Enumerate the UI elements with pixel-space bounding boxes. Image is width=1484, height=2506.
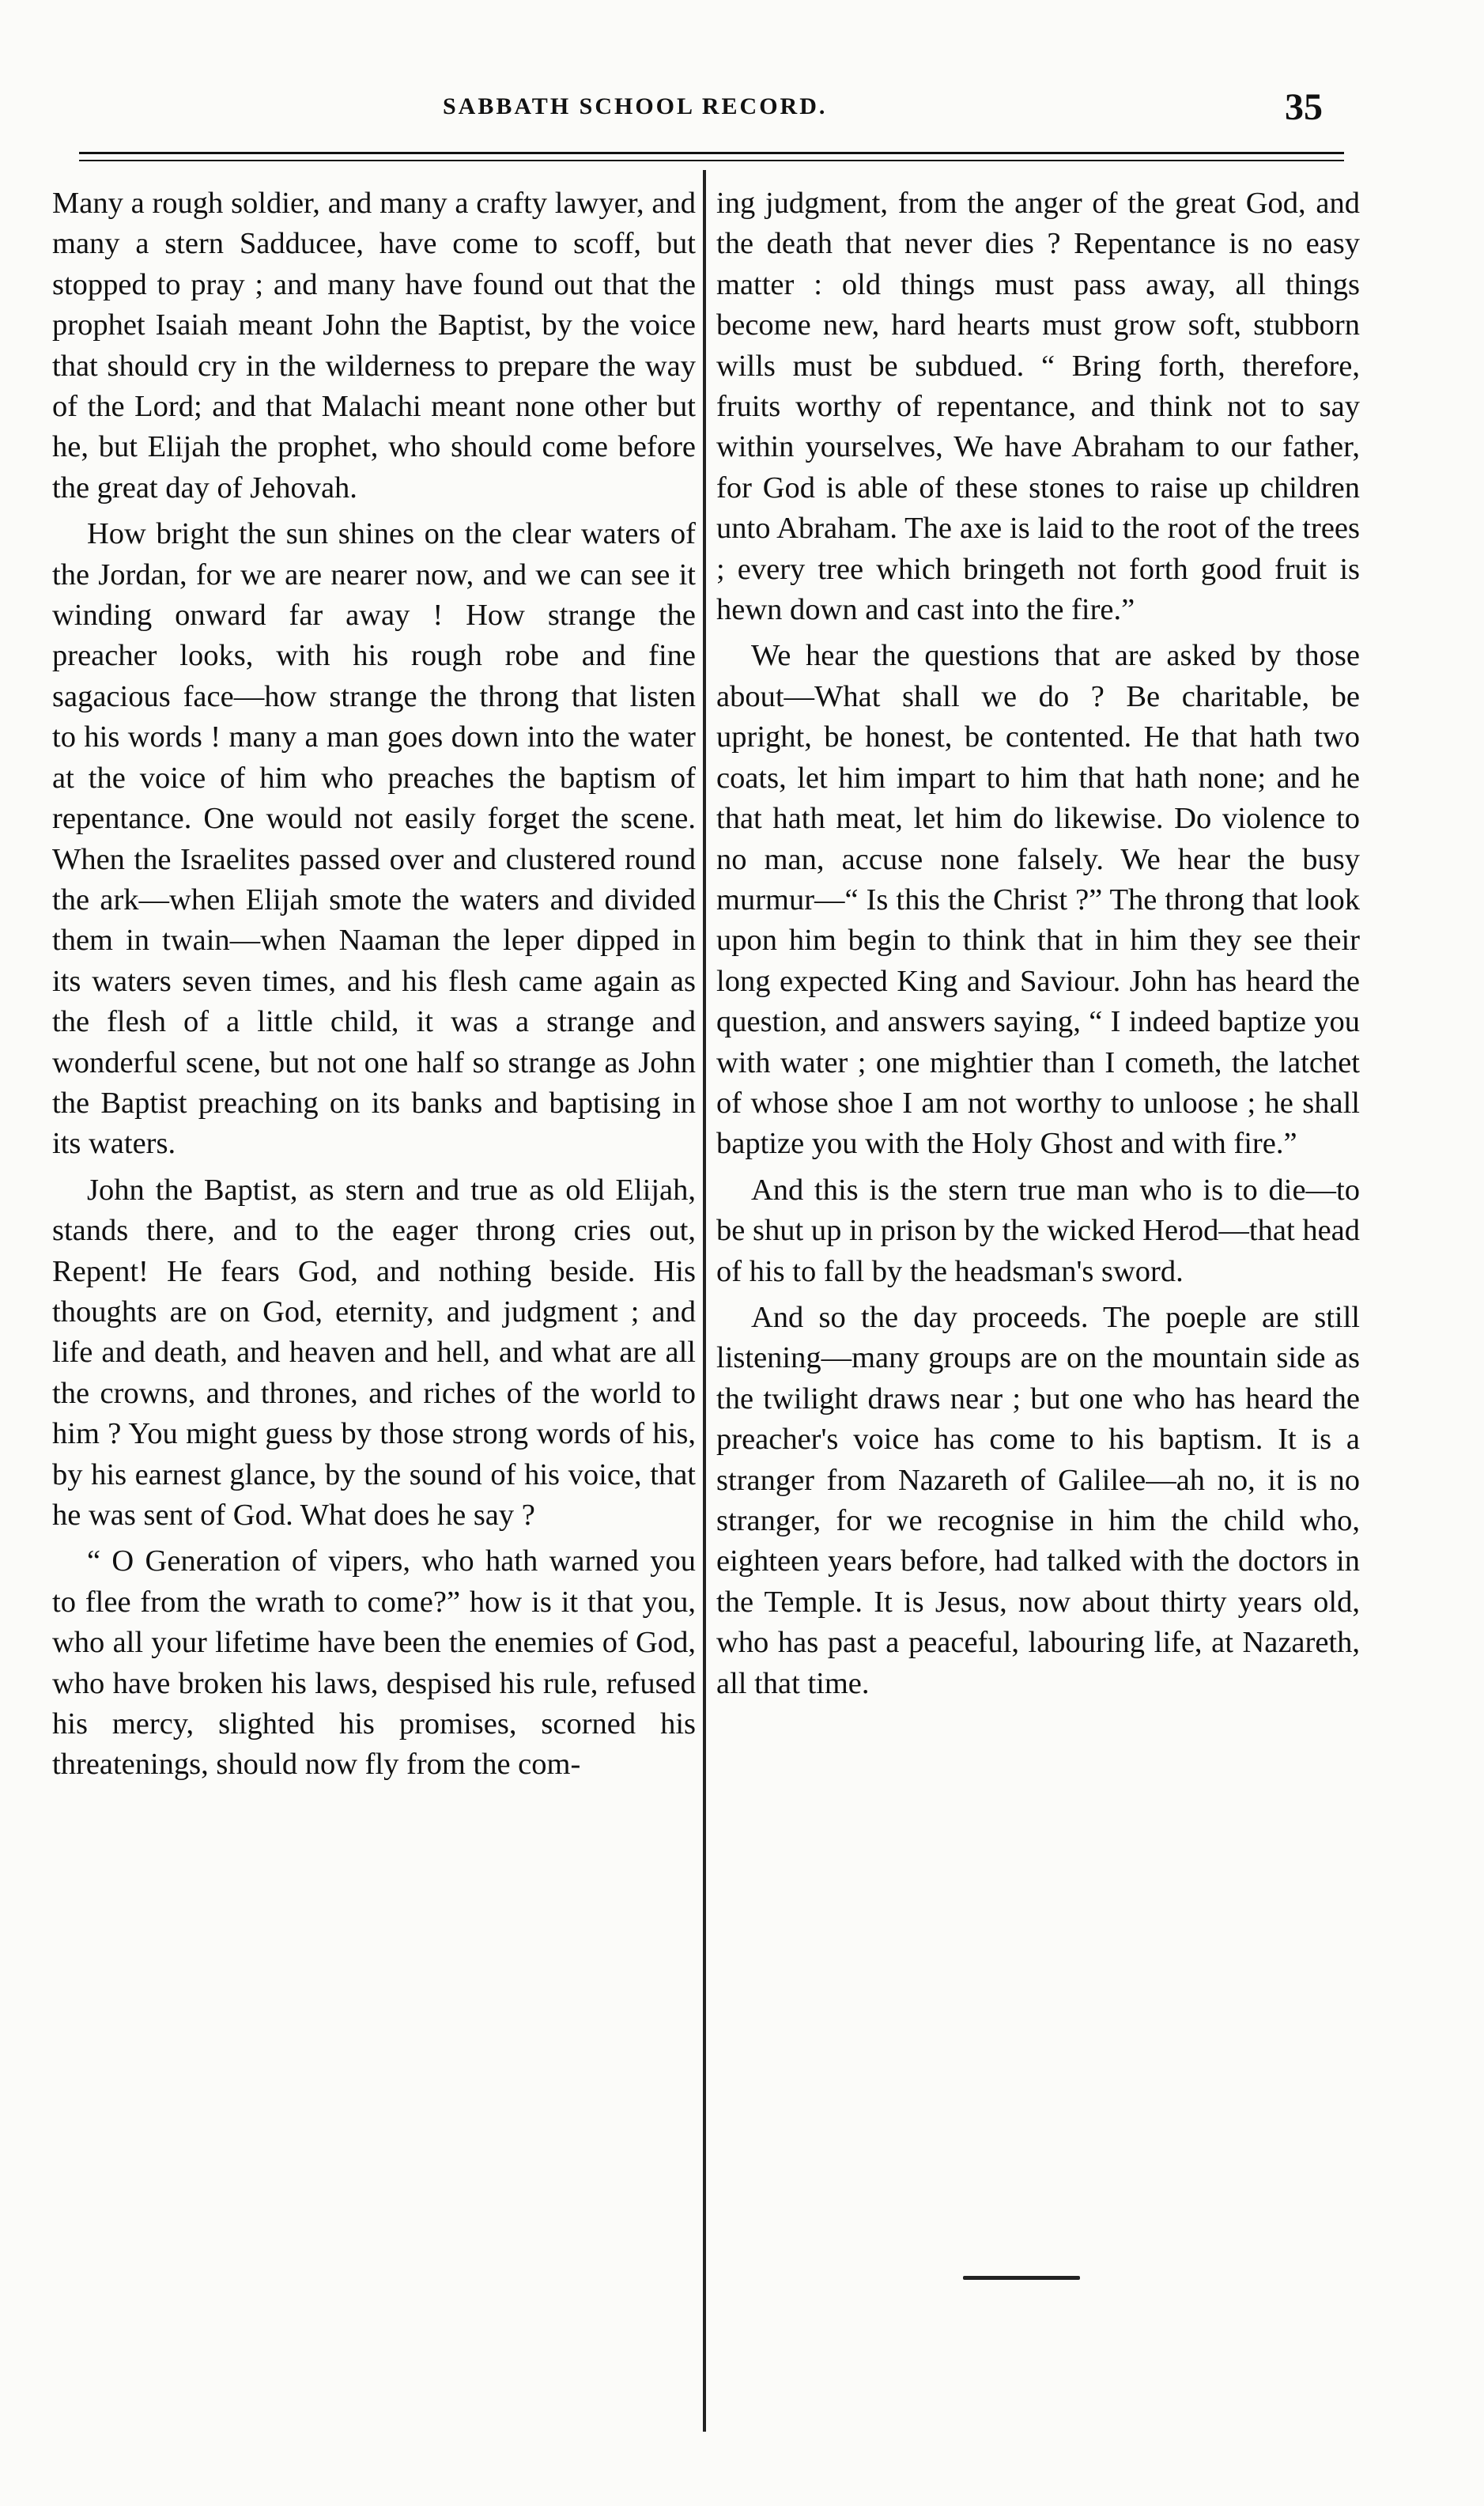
paragraph: How bright the sun shines on the clear waters of the Jordan, for we are nearer now, and we can see it winding onward far away ! How strange the preacher looks, with his rough robe and fine sagacious face—how strange the throng that listen to his words ! many a man goes down into the water at the voice of him who preaches the baptism of repentance. One would not easily forget the scene. When the Israelites passed over and clustered round the ark—when Elijah smote the waters and divided them in twain—when Naaman the leper dipped in its waters seven times, and his flesh came again as the flesh of a little child, it was a strange and wonderful scene, but not one half so strange as John the Baptist preaching on its banks and baptising in its waters.: [52, 517, 696, 1161]
paragraph: ing judgment, from the anger of the great God, and the death that never dies ? Repentance is no easy matter : old things must pass away, all things become new, hard hearts must grow soft, stubborn wills must be subdued. “ Bring forth, therefore, fruits worthy of repentance, and think not to say within yourselves, We have Abraham to our father, for God is able of these stones to raise up children unto Abraham. The axe is laid to the root of the trees ; every tree which bringeth not forth good fruit is hewn down and cast into the fire.”: [716, 187, 1360, 627]
paragraph: Many a rough soldier, and many a crafty lawyer, and many a stern Sadducee, have come to scoff, but stopped to pray ; and many have found out that the prophet Isaiah meant John the Baptist, by the voice that should cry in the wilderness to prepare the way of the Lord; and that Malachi meant none other but he, but Elijah the prophet, who should come before the great day of Jehovah.: [52, 187, 696, 505]
page-number: 35: [1285, 86, 1323, 128]
paragraph: John the Baptist, as stern and true as old Elijah, stands there, and to the eager throng cries out, Repent! He fears God, and nothing beside. His thoughts are on God, eternity, and judgment ; and life and death, and heaven and hell, and what are all the crowns, and thrones, and riches of the world to him ? You might guess by those strong words of his, by his earnest glance, by the sound of his voice, that he was sent of God. What does he say ?: [52, 1173, 696, 1532]
paragraph: And so the day proceeds. The poeple are still listening—many groups are on the mountain side as the twilight draws near ; but one who has heard the preacher's voice has come to his baptism. It is a stranger from Nazareth of Galilee—ah no, it is no stranger, for we recognise in him the child who, eighteen years before, had talked with the doctors in the Temple. It is Jesus, now about thirty years old, who has past a peaceful, labouring life, at Nazareth, all that time.: [716, 1300, 1360, 1700]
right-column: [716, 183, 1360, 1710]
running-title: SABBATH SCHOOL RECORD.: [443, 93, 828, 119]
paragraph: “ O Generation of vipers, who hath warned you to flee from the wrath to come?” how is it that you, who all your lifetime have been the enemies of God, who have broken his laws, despised his rule, refused his mercy, slighted his promises, scorned his threatenings, should now fly from the com-: [52, 1544, 696, 1782]
column-divider: [703, 170, 706, 2432]
header-rule-top: [79, 152, 1344, 154]
paragraph: And this is the stern true man who is to die—to be shut up in prison by the wicked Herod—that head of his to fall by the headsman's sword.: [716, 1173, 1360, 1288]
left-column: [52, 183, 696, 1791]
header-rule-bottom: [79, 160, 1344, 161]
paragraph: We hear the questions that are asked by those about—What shall we do ? Be charitable, be upright, be honest, be contented. He that hath two coats, let him impart to him that hath none; and he that hath meat, let him do likewise. Do violence to no man, accuse none falsely. We hear the busy murmur—“ Is this the Christ ?” The throng that look upon him begin to think that in him they see their long expected King and Saviour. John has heard the question, and answers saying, “ I indeed baptize you with water ; one mightier than I cometh, the latchet of whose shoe I am not worthy to unloose ; he shall baptize you with the Holy Ghost and with fire.”: [716, 639, 1360, 1161]
section-end-rule: [963, 2276, 1080, 2280]
